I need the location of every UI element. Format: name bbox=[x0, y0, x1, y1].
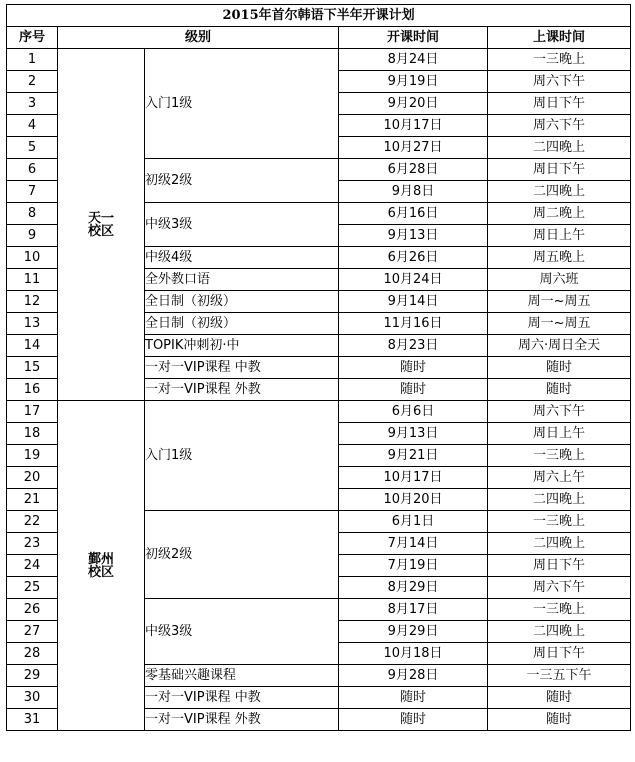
row-seq: 10 bbox=[7, 247, 58, 269]
class-time: 随时 bbox=[488, 687, 631, 709]
row-seq: 3 bbox=[7, 93, 58, 115]
class-time: 一三晚上 bbox=[488, 599, 631, 621]
start-date: 10月27日 bbox=[339, 137, 488, 159]
header-row bbox=[7, 27, 631, 49]
class-time: 一三晚上 bbox=[488, 511, 631, 533]
class-time: 周日下午 bbox=[488, 159, 631, 181]
row-seq: 4 bbox=[7, 115, 58, 137]
start-date: 8月23日 bbox=[339, 335, 488, 357]
class-time: 一三晚上 bbox=[488, 49, 631, 71]
class-time: 周六下午 bbox=[488, 71, 631, 93]
row-seq: 5 bbox=[7, 137, 58, 159]
course-level: 入门1级 bbox=[145, 401, 339, 511]
class-time: 周六班 bbox=[488, 269, 631, 291]
class-time: 周一~周五 bbox=[488, 291, 631, 313]
course-level: 入门1级 bbox=[145, 49, 339, 159]
row-seq: 18 bbox=[7, 423, 58, 445]
start-date: 8月24日 bbox=[339, 49, 488, 71]
course-level: 初级2级 bbox=[145, 159, 339, 203]
start-date: 10月18日 bbox=[339, 643, 488, 665]
row-seq: 23 bbox=[7, 533, 58, 555]
row-seq: 2 bbox=[7, 71, 58, 93]
campus-name: 鄞州 校区 bbox=[58, 401, 145, 731]
row-seq: 31 bbox=[7, 709, 58, 731]
class-time: 周六·周日全天 bbox=[488, 335, 631, 357]
start-date: 随时 bbox=[339, 357, 488, 379]
row-seq: 13 bbox=[7, 313, 58, 335]
course-level: 中级3级 bbox=[145, 203, 339, 247]
row-seq: 16 bbox=[7, 379, 58, 401]
row-seq: 20 bbox=[7, 467, 58, 489]
row-seq: 19 bbox=[7, 445, 58, 467]
class-time: 周一~周五 bbox=[488, 313, 631, 335]
start-date: 10月24日 bbox=[339, 269, 488, 291]
row-seq: 21 bbox=[7, 489, 58, 511]
start-date: 7月14日 bbox=[339, 533, 488, 555]
class-time: 周六上午 bbox=[488, 467, 631, 489]
class-time: 随时 bbox=[488, 357, 631, 379]
class-time: 周日下午 bbox=[488, 555, 631, 577]
title-row bbox=[7, 5, 631, 27]
start-date: 9月29日 bbox=[339, 621, 488, 643]
header-level: 级别 bbox=[58, 27, 339, 49]
row-seq: 6 bbox=[7, 159, 58, 181]
start-date: 9月21日 bbox=[339, 445, 488, 467]
course-level: 一对一VIP课程 外教 bbox=[145, 709, 339, 731]
start-date: 7月19日 bbox=[339, 555, 488, 577]
start-date: 10月17日 bbox=[339, 115, 488, 137]
row-seq: 12 bbox=[7, 291, 58, 313]
start-date: 6月16日 bbox=[339, 203, 488, 225]
class-time: 随时 bbox=[488, 379, 631, 401]
start-date: 9月13日 bbox=[339, 423, 488, 445]
class-time: 周六下午 bbox=[488, 577, 631, 599]
start-date: 8月17日 bbox=[339, 599, 488, 621]
row-seq: 26 bbox=[7, 599, 58, 621]
table-row bbox=[7, 49, 631, 71]
course-level: 中级3级 bbox=[145, 599, 339, 665]
course-level: TOPIK冲刺初·中 bbox=[145, 335, 339, 357]
course-level: 中级4级 bbox=[145, 247, 339, 269]
course-level: 一对一VIP课程 中教 bbox=[145, 357, 339, 379]
class-time: 周日下午 bbox=[488, 93, 631, 115]
row-seq: 29 bbox=[7, 665, 58, 687]
row-seq: 9 bbox=[7, 225, 58, 247]
start-date: 9月8日 bbox=[339, 181, 488, 203]
class-time: 二四晚上 bbox=[488, 621, 631, 643]
class-time: 周二晚上 bbox=[488, 203, 631, 225]
class-time: 周五晚上 bbox=[488, 247, 631, 269]
schedule-table bbox=[6, 4, 631, 731]
class-time: 随时 bbox=[488, 709, 631, 731]
start-date: 10月17日 bbox=[339, 467, 488, 489]
header-class-time: 上课时间 bbox=[488, 27, 631, 49]
start-date: 9月20日 bbox=[339, 93, 488, 115]
row-seq: 1 bbox=[7, 49, 58, 71]
course-level: 全外教口语 bbox=[145, 269, 339, 291]
row-seq: 15 bbox=[7, 357, 58, 379]
course-level: 全日制（初级） bbox=[145, 291, 339, 313]
start-date: 6月26日 bbox=[339, 247, 488, 269]
row-seq: 22 bbox=[7, 511, 58, 533]
row-seq: 24 bbox=[7, 555, 58, 577]
row-seq: 30 bbox=[7, 687, 58, 709]
start-date: 9月28日 bbox=[339, 665, 488, 687]
row-seq: 25 bbox=[7, 577, 58, 599]
row-seq: 14 bbox=[7, 335, 58, 357]
start-date: 6月1日 bbox=[339, 511, 488, 533]
row-seq: 7 bbox=[7, 181, 58, 203]
class-time: 二四晚上 bbox=[488, 533, 631, 555]
start-date: 11月16日 bbox=[339, 313, 488, 335]
schedule-body bbox=[7, 49, 631, 731]
course-level: 零基础兴趣课程 bbox=[145, 665, 339, 687]
course-level: 一对一VIP课程 外教 bbox=[145, 379, 339, 401]
row-seq: 17 bbox=[7, 401, 58, 423]
start-date: 随时 bbox=[339, 709, 488, 731]
page-title: 2015年首尔韩语下半年开课计划 bbox=[7, 5, 631, 27]
start-date: 8月29日 bbox=[339, 577, 488, 599]
row-seq: 28 bbox=[7, 643, 58, 665]
course-level: 一对一VIP课程 中教 bbox=[145, 687, 339, 709]
start-date: 9月14日 bbox=[339, 291, 488, 313]
start-date: 6月28日 bbox=[339, 159, 488, 181]
start-date: 随时 bbox=[339, 687, 488, 709]
campus-name: 天一 校区 bbox=[58, 49, 145, 401]
table-row bbox=[7, 401, 631, 423]
class-time: 周日上午 bbox=[488, 423, 631, 445]
row-seq: 11 bbox=[7, 269, 58, 291]
class-time: 一三五下午 bbox=[488, 665, 631, 687]
class-time: 周日下午 bbox=[488, 643, 631, 665]
course-level: 初级2级 bbox=[145, 511, 339, 599]
class-time: 二四晚上 bbox=[488, 137, 631, 159]
row-seq: 27 bbox=[7, 621, 58, 643]
row-seq: 8 bbox=[7, 203, 58, 225]
class-time: 一三晚上 bbox=[488, 445, 631, 467]
start-date: 10月20日 bbox=[339, 489, 488, 511]
start-date: 9月19日 bbox=[339, 71, 488, 93]
start-date: 9月13日 bbox=[339, 225, 488, 247]
class-time: 二四晚上 bbox=[488, 489, 631, 511]
start-date: 6月6日 bbox=[339, 401, 488, 423]
class-time: 周六下午 bbox=[488, 115, 631, 137]
start-date: 随时 bbox=[339, 379, 488, 401]
course-level: 全日制（初级） bbox=[145, 313, 339, 335]
header-seq: 序号 bbox=[7, 27, 58, 49]
header-start-date: 开课时间 bbox=[339, 27, 488, 49]
class-time: 周日上午 bbox=[488, 225, 631, 247]
class-time: 二四晚上 bbox=[488, 181, 631, 203]
class-time: 周六下午 bbox=[488, 401, 631, 423]
